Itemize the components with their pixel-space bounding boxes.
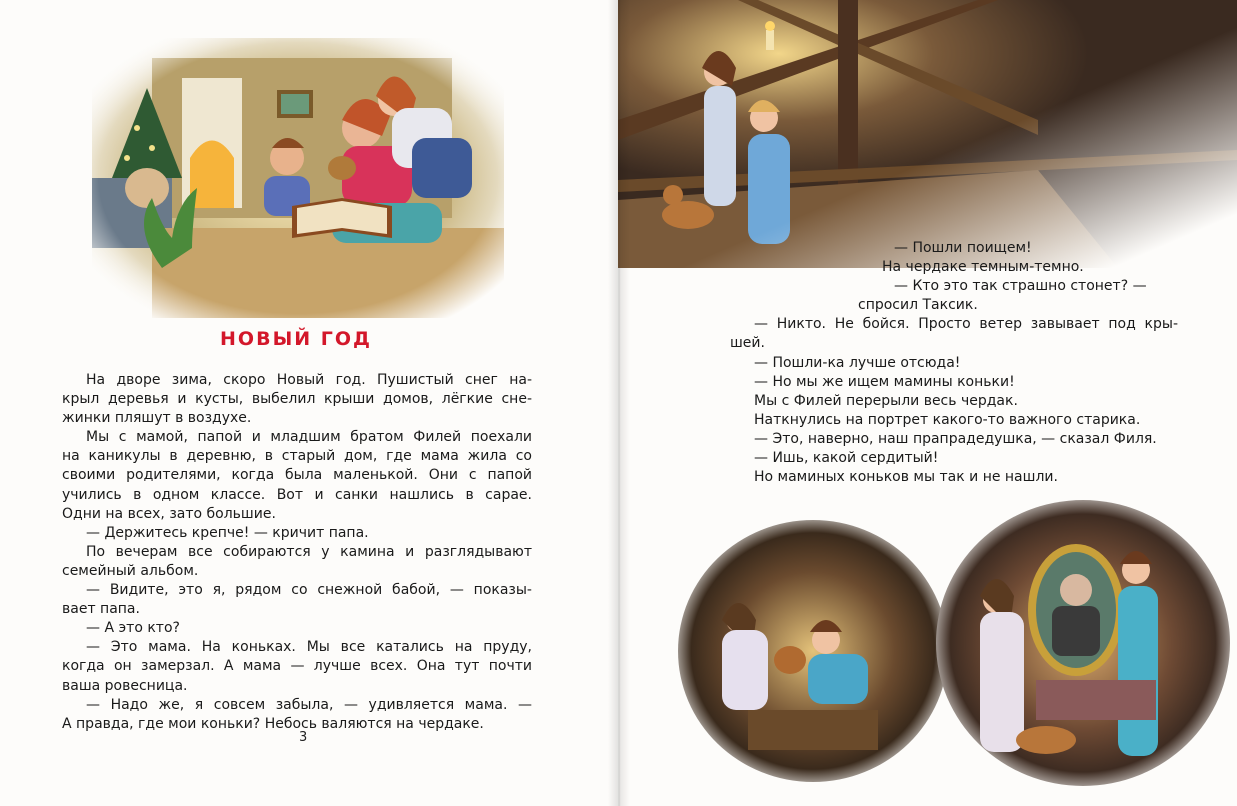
text-line: шей. bbox=[730, 335, 765, 352]
illustration-children-with-puppy bbox=[678, 520, 948, 782]
text-line: На дворе зима, скоро Новый год. Пушистый снег на- bbox=[86, 372, 532, 388]
text-line: — Но мы же ищем мамины коньки! bbox=[754, 373, 1015, 390]
puppy-scene-art bbox=[678, 520, 948, 782]
text-line: Но маминых коньков мы так и не нашли. bbox=[754, 469, 1058, 486]
text-line: ваша ровесница. bbox=[62, 677, 188, 694]
text-line: — Надо же, я совсем забыла, — удивляется мама. — bbox=[86, 696, 532, 713]
attic-scene-art bbox=[618, 0, 1237, 268]
text-line: — Пошли-ка лучше отсюда! bbox=[754, 354, 961, 371]
text-line: — Видите, это я, рядом со снежной бабой, — показы- bbox=[86, 582, 532, 599]
text-line: жинки пляшут в воздухе. bbox=[62, 410, 252, 427]
text-line: А правда, где мои коньки? Небось валяются на чердаке. bbox=[62, 715, 484, 732]
text-line: — А это кто? bbox=[86, 620, 180, 637]
text-line: — Держитесь крепче! — кричит папа. bbox=[86, 524, 369, 541]
book-gutter bbox=[608, 0, 630, 806]
text-line: На чердаке темным-темно. bbox=[882, 259, 1084, 276]
text-line: Одни на всех, зато большие. bbox=[62, 505, 276, 522]
text-line: Наткнулись на портрет какого-то важного старика. bbox=[754, 411, 1141, 428]
text-line: — Это мама. На коньках. Мы все катались на пруду, bbox=[86, 639, 532, 656]
text-line: когда он замерзал. А мама — лучше всех. Она тут почти bbox=[62, 658, 532, 675]
text-line: учились в одном классе. Вот и санки нашлись в сарае. bbox=[62, 486, 532, 503]
text-line: вает папа. bbox=[62, 601, 140, 618]
text-line: Мы с мамой, папой и младшим братом Филей поехали bbox=[86, 429, 532, 446]
text-line: крыл деревья и кусты, выбелил крыши домов, лёгкие сне- bbox=[62, 391, 532, 408]
illustration-mirror-portrait bbox=[936, 500, 1230, 786]
text-line: — Пошли поищем! bbox=[894, 240, 1032, 256]
text-line: По вечерам все собираются у камина и разглядывают bbox=[86, 543, 532, 560]
text-line: семейный альбом. bbox=[62, 562, 199, 579]
illustration-attic-with-candle bbox=[618, 0, 1237, 268]
mirror-scene-art bbox=[936, 500, 1230, 786]
chapter-title: НОВЫЙ ГОД bbox=[220, 328, 372, 350]
text-line: — Ишь, какой сердитый! bbox=[754, 450, 939, 467]
text-line: на каникулы в деревню, в старый дом, где мама жила со bbox=[62, 448, 532, 465]
text-line: Мы с Филей перерыли весь чердак. bbox=[754, 392, 1018, 409]
text-line: своими родителями, когда была маленькой. Они с папой bbox=[62, 467, 532, 484]
page-number: 3 bbox=[299, 730, 308, 745]
right-page bbox=[618, 0, 1237, 806]
text-line: — Это, наверно, наш прапрадедушка, — сказал Филя. bbox=[754, 430, 1157, 447]
text-line: — Кто это так страшно стонет? — bbox=[894, 278, 1147, 295]
left-page bbox=[0, 0, 618, 806]
fireplace-scene-art bbox=[92, 38, 504, 318]
right-page-text bbox=[730, 239, 1178, 487]
text-line: спросил Таксик. bbox=[858, 297, 978, 314]
illustration-family-by-fireplace bbox=[92, 38, 504, 318]
text-line: — Никто. Не бойся. Просто ветер завывает под кры- bbox=[754, 316, 1178, 333]
left-page-text bbox=[62, 371, 532, 734]
